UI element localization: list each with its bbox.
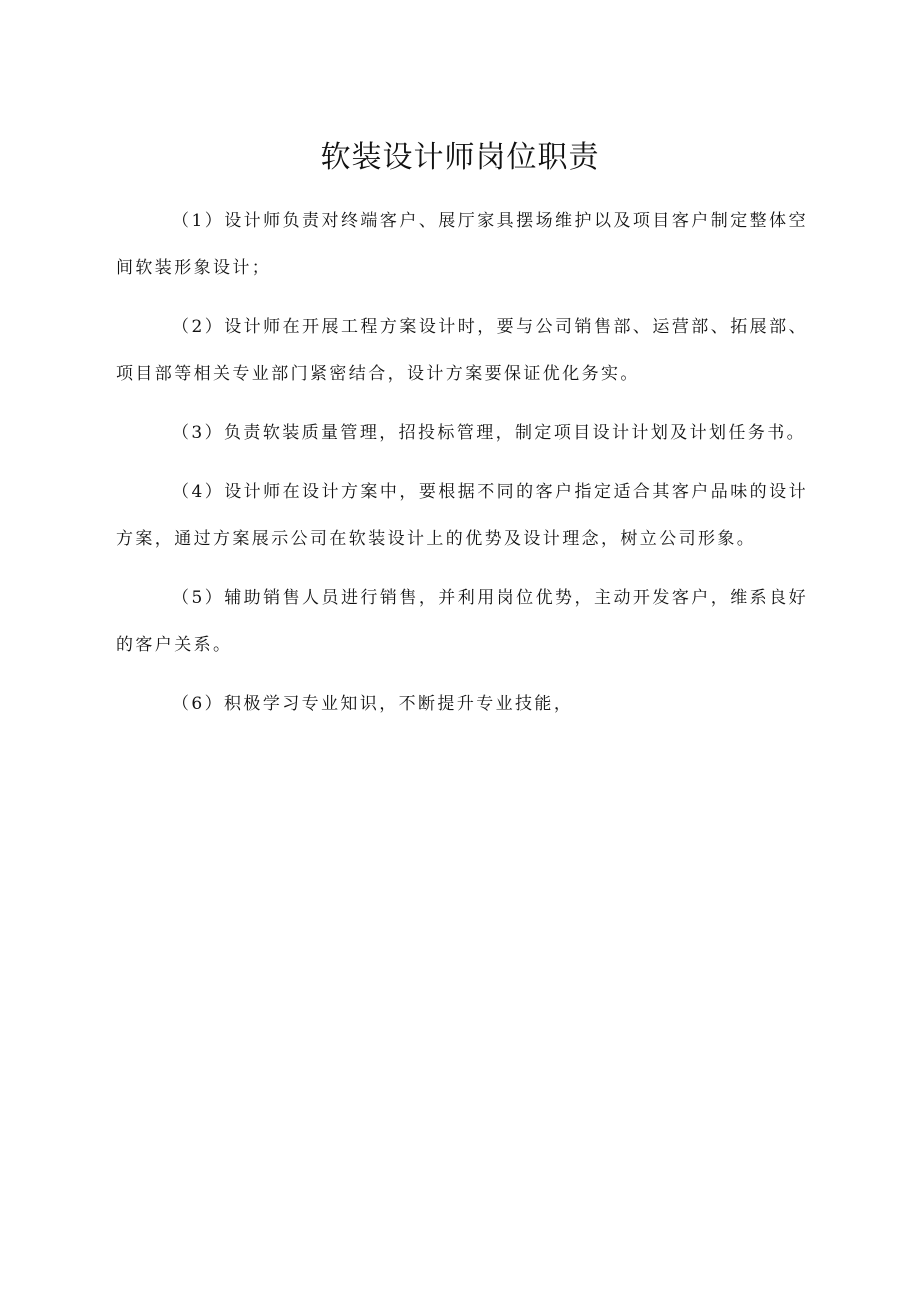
duty-paragraph-3: （3）负责软装质量管理，招投标管理，制定项目设计计划及计划任务书。 bbox=[172, 423, 807, 443]
document-title: 软装设计师岗位职责 bbox=[320, 140, 600, 175]
document-body bbox=[116, 198, 808, 740]
duty-paragraph-6: （6）积极学习专业知识，不断提升专业技能， bbox=[172, 694, 574, 714]
duty-paragraph-4: （4）设计师在设计方案中，要根据不同的客户指定适合其客户品味的设计方案，通过方案展示公司在软装设计上的优势及设计理念，树立公司形象。 bbox=[116, 482, 808, 549]
duty-paragraph-1: （1）设计师负责对终端客户、展厅家具摆场维护以及项目客户制定整体空间软装形象设计； bbox=[116, 211, 808, 278]
duty-paragraph-2: （2）设计师在开展工程方案设计时，要与公司销售部、运营部、拓展部、项目部等相关专业部门紧密结合，设计方案要保证优化务实。 bbox=[116, 317, 808, 384]
duty-paragraph-5: （5）辅助销售人员进行销售，并利用岗位优势，主动开发客户，维系良好的客户关系。 bbox=[116, 588, 808, 655]
